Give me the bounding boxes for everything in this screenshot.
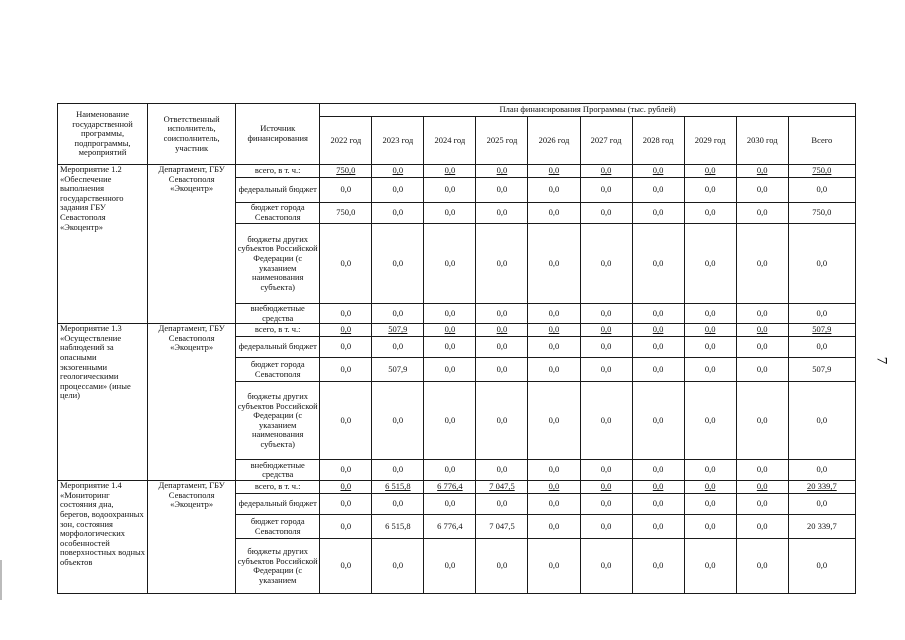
year-value: 0,0: [528, 382, 580, 460]
year-value: 0,0: [580, 178, 632, 203]
funding-source: федеральный бюджет: [236, 337, 320, 358]
table-row: [58, 165, 856, 178]
year-value: 0,0: [320, 382, 372, 460]
total-value: 0,0: [788, 304, 855, 324]
year-value: 0,0: [372, 178, 424, 203]
year-value: 0,0: [372, 539, 424, 594]
year-value: 0,0: [320, 178, 372, 203]
measure-responsible: Департамент, ГБУ Севастополя «Экоцентр»: [148, 165, 236, 324]
total-value: 20 339,7: [788, 481, 855, 494]
funding-source: бюджет города Севастополя: [236, 515, 320, 539]
year-value: 0,0: [476, 178, 528, 203]
year-value: 0,0: [684, 539, 736, 594]
year-value: 0,0: [528, 304, 580, 324]
header-year: 2025 год: [476, 117, 528, 165]
year-value: 0,0: [580, 358, 632, 382]
year-value: 0,0: [528, 337, 580, 358]
header-year: 2023 год: [372, 117, 424, 165]
page-number: 7: [873, 356, 890, 365]
year-value: 0,0: [424, 460, 476, 481]
year-value: 7 047,5: [476, 481, 528, 494]
year-value: 0,0: [580, 203, 632, 224]
year-value: 0,0: [320, 304, 372, 324]
year-value: 0,0: [580, 515, 632, 539]
year-value: 0,0: [632, 224, 684, 304]
year-value: 0,0: [632, 539, 684, 594]
measure-name: Мероприятие 1.2 «Обеспечение выполнения государственного задания ГБУ Севастополя «Экоцентр»: [58, 165, 148, 324]
header-source: Источник финансирования: [236, 104, 320, 165]
year-value: 0,0: [476, 494, 528, 515]
year-value: 0,0: [684, 460, 736, 481]
year-value: 0,0: [528, 481, 580, 494]
year-value: 0,0: [684, 494, 736, 515]
measure-responsible: Департамент, ГБУ Севастополя «Экоцентр»: [148, 324, 236, 481]
year-value: 0,0: [736, 165, 788, 178]
year-value: 0,0: [632, 337, 684, 358]
year-value: 0,0: [684, 178, 736, 203]
year-value: 0,0: [528, 224, 580, 304]
year-value: 0,0: [424, 494, 476, 515]
year-value: 0,0: [372, 337, 424, 358]
year-value: 0,0: [736, 481, 788, 494]
year-value: 0,0: [372, 304, 424, 324]
year-value: 0,0: [684, 515, 736, 539]
funding-source: всего, в т. ч.:: [236, 324, 320, 337]
year-value: 0,0: [476, 382, 528, 460]
year-value: 0,0: [580, 165, 632, 178]
year-value: 0,0: [580, 304, 632, 324]
funding-source: внебюджетные средства: [236, 460, 320, 481]
year-value: 0,0: [580, 539, 632, 594]
year-value: 0,0: [736, 203, 788, 224]
year-value: 0,0: [580, 324, 632, 337]
year-value: 750,0: [320, 203, 372, 224]
funding-source: федеральный бюджет: [236, 494, 320, 515]
year-value: 0,0: [372, 165, 424, 178]
year-value: 0,0: [684, 304, 736, 324]
year-value: 0,0: [580, 224, 632, 304]
year-value: 0,0: [424, 337, 476, 358]
year-value: 0,0: [424, 178, 476, 203]
header-year: 2027 год: [580, 117, 632, 165]
year-value: 0,0: [580, 460, 632, 481]
year-value: 0,0: [424, 165, 476, 178]
year-value: 0,0: [528, 358, 580, 382]
year-value: 0,0: [632, 382, 684, 460]
header-year: 2030 год: [736, 117, 788, 165]
year-value: 507,9: [372, 324, 424, 337]
year-value: 0,0: [736, 539, 788, 594]
year-value: 0,0: [632, 203, 684, 224]
year-value: 0,0: [632, 515, 684, 539]
funding-source: всего, в т. ч.:: [236, 165, 320, 178]
funding-source: бюджет города Севастополя: [236, 358, 320, 382]
total-value: 507,9: [788, 324, 855, 337]
year-value: 0,0: [424, 324, 476, 337]
year-value: 0,0: [528, 494, 580, 515]
year-value: 750,0: [320, 165, 372, 178]
year-value: 0,0: [528, 165, 580, 178]
year-value: 0,0: [736, 337, 788, 358]
year-value: 0,0: [424, 224, 476, 304]
year-value: 6 776,4: [424, 481, 476, 494]
total-value: 0,0: [788, 460, 855, 481]
year-value: 0,0: [320, 337, 372, 358]
year-value: 0,0: [736, 382, 788, 460]
year-value: 0,0: [736, 304, 788, 324]
year-value: 0,0: [320, 494, 372, 515]
year-value: 0,0: [476, 358, 528, 382]
year-value: 0,0: [632, 481, 684, 494]
year-value: 0,0: [476, 304, 528, 324]
year-value: 0,0: [528, 515, 580, 539]
year-value: 0,0: [736, 178, 788, 203]
header-year: 2024 год: [424, 117, 476, 165]
year-value: 0,0: [320, 324, 372, 337]
year-value: 0,0: [632, 304, 684, 324]
year-value: 0,0: [684, 382, 736, 460]
year-value: 0,0: [372, 382, 424, 460]
year-value: 0,0: [528, 203, 580, 224]
header-name: Наименование государственной программы, подпрограммы, мероприятий: [58, 104, 148, 165]
year-value: 0,0: [424, 304, 476, 324]
year-value: 0,0: [632, 460, 684, 481]
year-value: 0,0: [372, 224, 424, 304]
year-value: 0,0: [424, 203, 476, 224]
year-value: 0,0: [424, 358, 476, 382]
total-value: 20 339,7: [788, 515, 855, 539]
financing-table: [57, 103, 856, 594]
year-value: 0,0: [476, 324, 528, 337]
funding-source: бюджеты других субъектов Российской Федерации (с указанием: [236, 539, 320, 594]
header-plan-title: План финансирования Программы (тыс. рублей): [320, 104, 856, 117]
table-row: [58, 481, 856, 494]
measure-name: Мероприятие 1.3 «Осуществление наблюдений за опасными экзогенными геологическими процессами» (иные цели): [58, 324, 148, 481]
total-value: 0,0: [788, 382, 855, 460]
year-value: 0,0: [736, 358, 788, 382]
year-value: 0,0: [320, 515, 372, 539]
header-year: 2029 год: [684, 117, 736, 165]
funding-source: бюджеты других субъектов Российской Федерации (с указанием наименования субъекта): [236, 224, 320, 304]
measure-responsible: Департамент, ГБУ Севастополя «Экоцентр»: [148, 481, 236, 594]
total-value: 0,0: [788, 494, 855, 515]
year-value: 0,0: [736, 494, 788, 515]
year-value: 0,0: [684, 337, 736, 358]
year-value: 0,0: [736, 515, 788, 539]
total-value: 750,0: [788, 165, 855, 178]
scan-edge-mark: [0, 560, 2, 600]
year-value: 0,0: [320, 539, 372, 594]
table-body: [58, 165, 856, 594]
year-value: 0,0: [528, 539, 580, 594]
measure-name: Мероприятие 1.4 «Мониторинг состояния дна, берегов, водоохранных зон, состояния морфологических особенностей поверхностных водных объектов: [58, 481, 148, 594]
year-value: 6 515,8: [372, 515, 424, 539]
header-total: Всего: [788, 117, 855, 165]
year-value: 0,0: [528, 178, 580, 203]
year-value: 0,0: [684, 324, 736, 337]
year-value: 0,0: [580, 494, 632, 515]
funding-source: всего, в т. ч.:: [236, 481, 320, 494]
year-value: 0,0: [684, 358, 736, 382]
year-value: 0,0: [632, 324, 684, 337]
header-year: 2028 год: [632, 117, 684, 165]
year-value: 0,0: [528, 460, 580, 481]
year-value: 0,0: [476, 224, 528, 304]
total-value: 0,0: [788, 178, 855, 203]
year-value: 0,0: [736, 224, 788, 304]
year-value: 0,0: [476, 539, 528, 594]
year-value: 0,0: [424, 539, 476, 594]
year-value: 0,0: [320, 358, 372, 382]
funding-source: федеральный бюджет: [236, 178, 320, 203]
total-value: 0,0: [788, 224, 855, 304]
total-value: 0,0: [788, 539, 855, 594]
year-value: 0,0: [684, 165, 736, 178]
year-value: 0,0: [580, 337, 632, 358]
year-value: 0,0: [684, 481, 736, 494]
year-value: 0,0: [684, 224, 736, 304]
year-value: 0,0: [684, 203, 736, 224]
header-year: 2026 год: [528, 117, 580, 165]
year-value: 0,0: [476, 203, 528, 224]
year-value: 0,0: [476, 337, 528, 358]
year-value: 507,9: [372, 358, 424, 382]
year-value: 0,0: [320, 460, 372, 481]
header-year: 2022 год: [320, 117, 372, 165]
year-value: 7 047,5: [476, 515, 528, 539]
funding-source: внебюджетные средства: [236, 304, 320, 324]
year-value: 6 776,4: [424, 515, 476, 539]
year-value: 0,0: [528, 324, 580, 337]
total-value: 0,0: [788, 337, 855, 358]
year-value: 0,0: [372, 460, 424, 481]
header-responsible: Ответственный исполнитель, соисполнитель, участник: [148, 104, 236, 165]
year-value: 0,0: [476, 165, 528, 178]
year-value: 0,0: [476, 460, 528, 481]
year-value: 0,0: [372, 203, 424, 224]
table-row: [58, 324, 856, 337]
funding-source: бюджет города Севастополя: [236, 203, 320, 224]
year-value: 6 515,8: [372, 481, 424, 494]
year-value: 0,0: [632, 358, 684, 382]
year-value: 0,0: [320, 224, 372, 304]
year-value: 0,0: [424, 382, 476, 460]
year-value: 0,0: [736, 324, 788, 337]
year-value: 0,0: [632, 178, 684, 203]
year-value: 0,0: [736, 460, 788, 481]
total-value: 750,0: [788, 203, 855, 224]
year-value: 0,0: [580, 481, 632, 494]
year-value: 0,0: [632, 494, 684, 515]
total-value: 507,9: [788, 358, 855, 382]
funding-source: бюджеты других субъектов Российской Федерации (с указанием наименования субъекта): [236, 382, 320, 460]
year-value: 0,0: [372, 494, 424, 515]
year-value: 0,0: [580, 382, 632, 460]
year-value: 0,0: [320, 481, 372, 494]
year-value: 0,0: [632, 165, 684, 178]
